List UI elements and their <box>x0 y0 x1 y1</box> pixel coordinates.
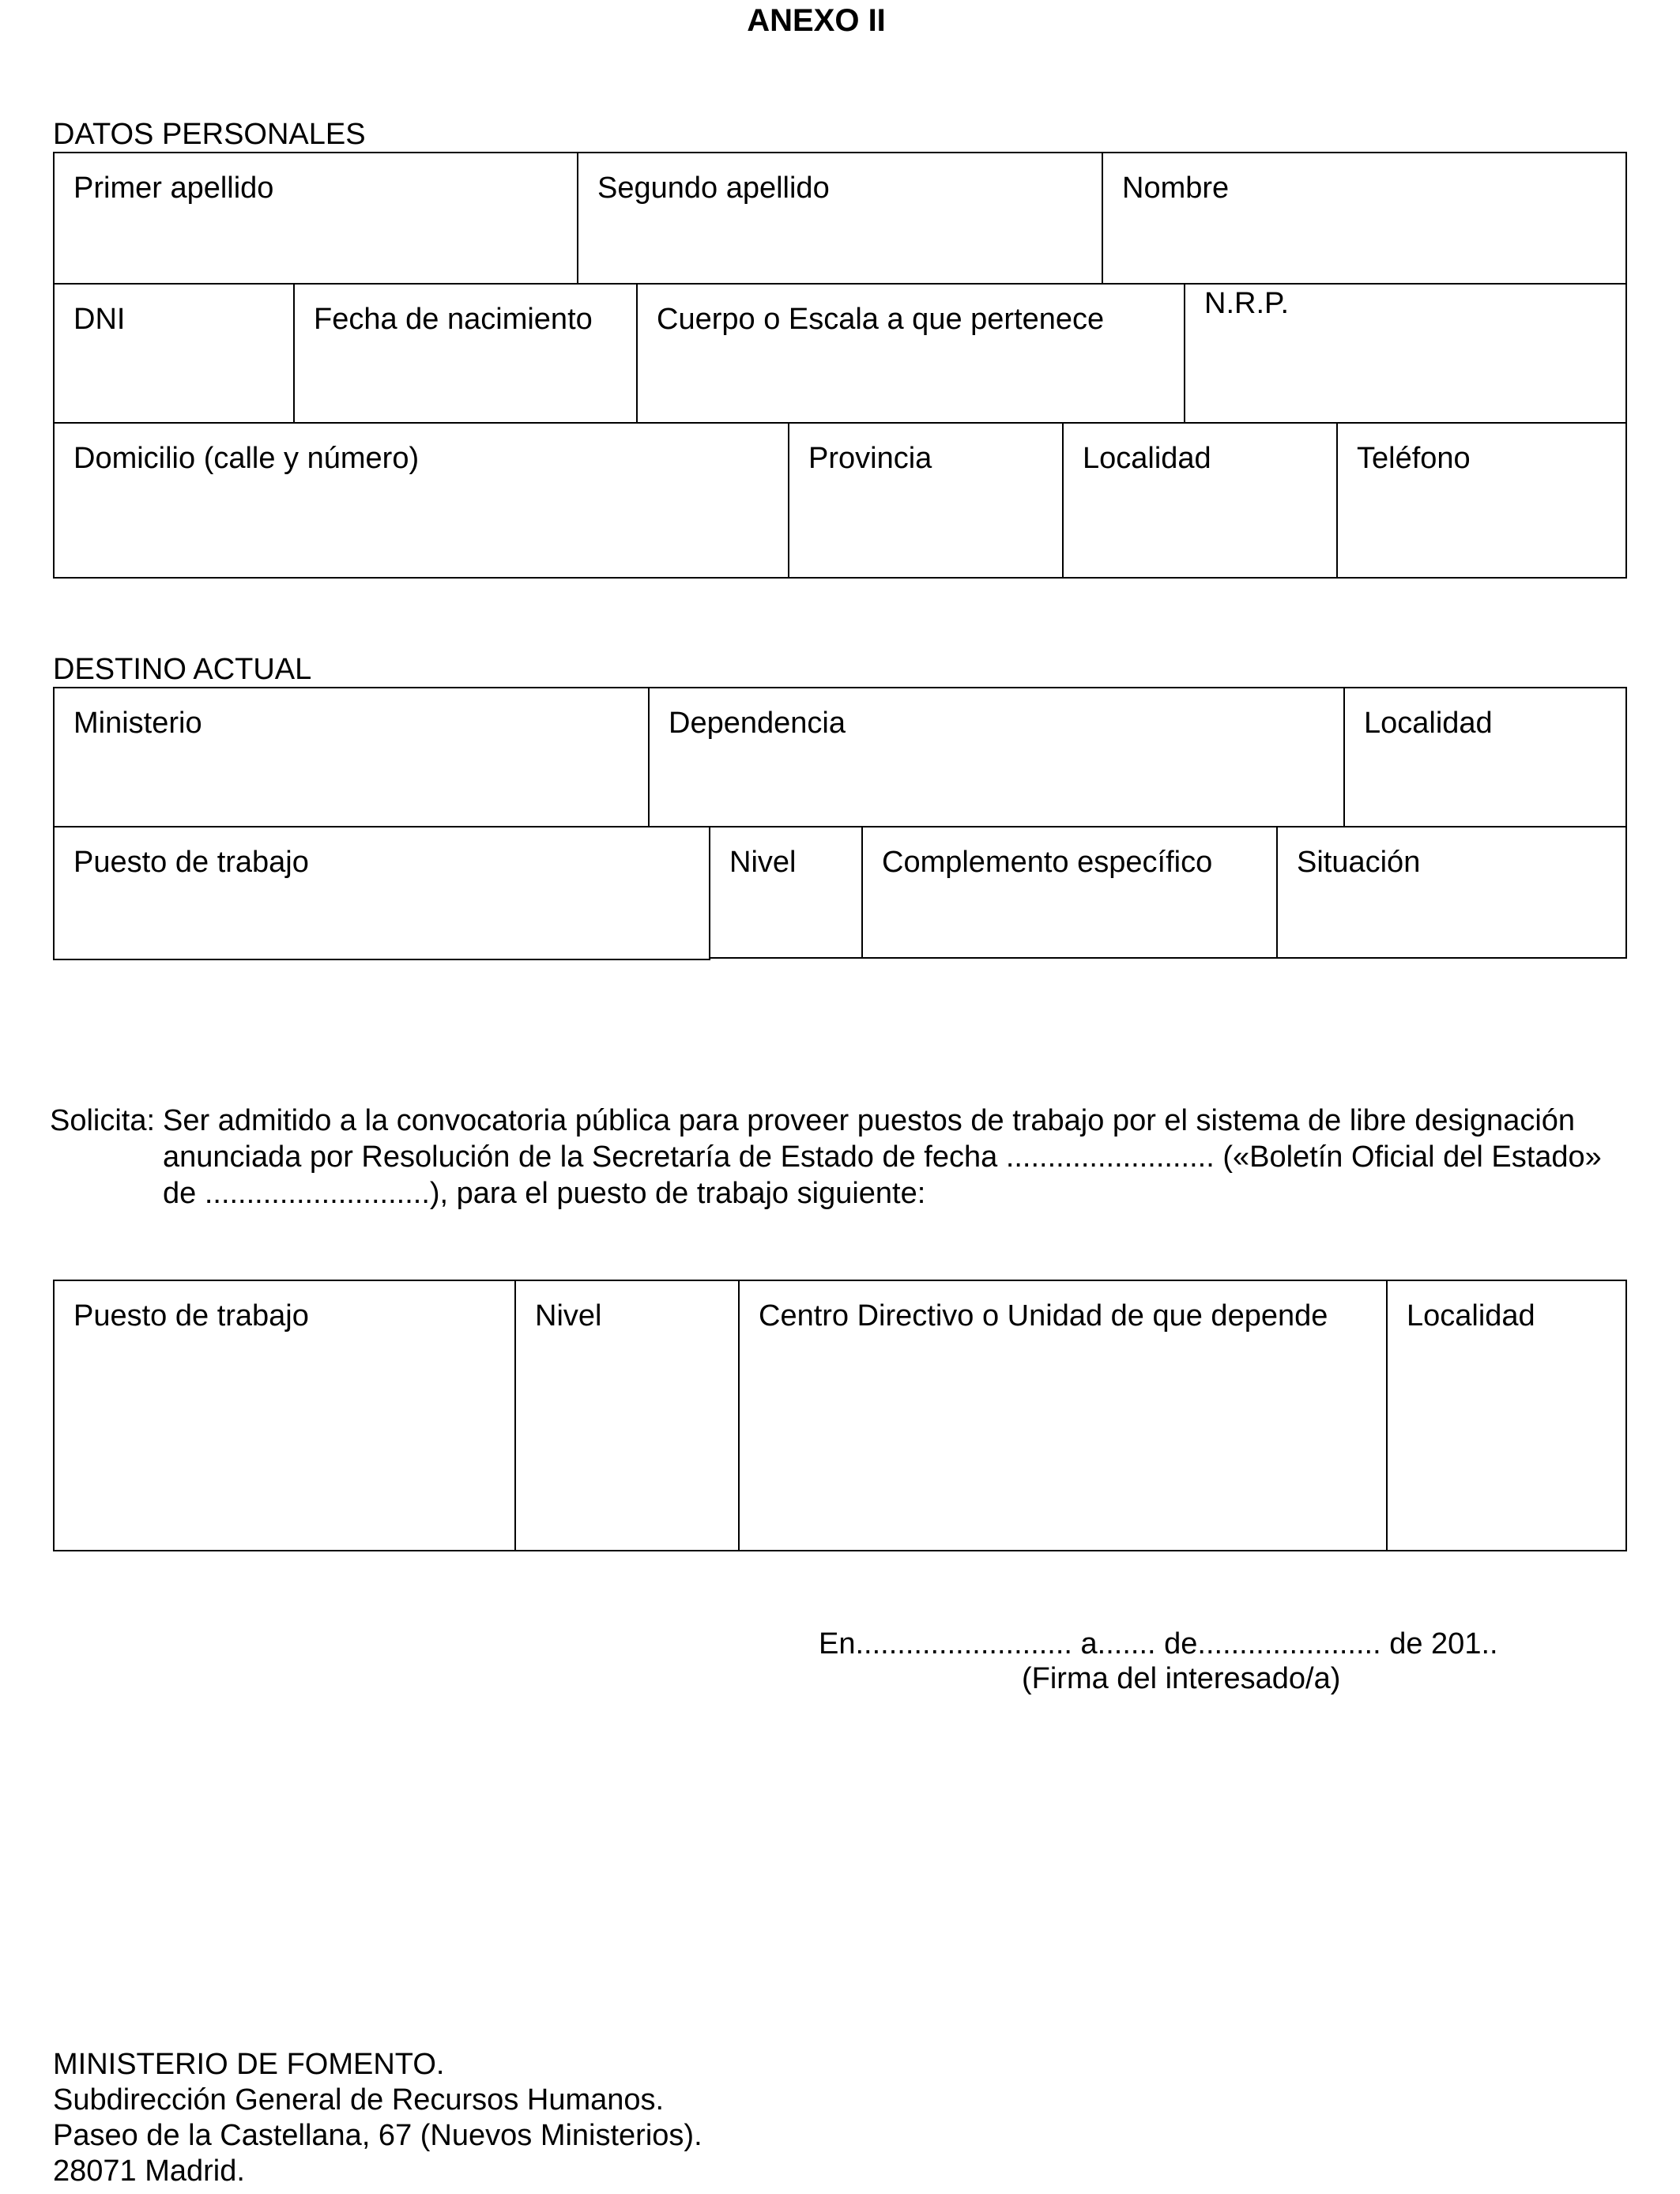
footer-line-4: 28071 Madrid. <box>53 2154 245 2188</box>
cuerpo-escala-label: Cuerpo o Escala a que pertenece <box>657 303 1105 336</box>
localidad-field[interactable] <box>1062 422 1338 579</box>
nivel-actual-field[interactable] <box>709 826 863 959</box>
footer-line-1: MINISTERIO DE FOMENTO. <box>53 2048 445 2081</box>
localidad-label: Localidad <box>1083 442 1211 475</box>
solicita-paragraph <box>163 1103 1610 1212</box>
localidad-solicitada-label: Localidad <box>1407 1299 1535 1333</box>
destino-actual-heading: DESTINO ACTUAL <box>53 653 312 686</box>
ministerio-label: Ministerio <box>73 707 202 740</box>
situacion-field[interactable] <box>1276 826 1627 959</box>
puesto-solicitado-field[interactable] <box>53 1280 516 1551</box>
complemento-field[interactable] <box>861 826 1278 959</box>
segundo-apellido-field[interactable] <box>577 152 1103 285</box>
ministerio-field[interactable] <box>53 687 650 827</box>
page-title: ANEXO II <box>747 3 886 38</box>
nivel-solicitado-field[interactable] <box>514 1280 740 1551</box>
puesto-actual-field[interactable] <box>53 826 710 960</box>
centro-directivo-field[interactable] <box>738 1280 1388 1551</box>
fecha-linea: En.......................... a....... de...................... de 201.. <box>819 1627 1498 1661</box>
nombre-label: Nombre <box>1122 172 1230 205</box>
complemento-label: Complemento específico <box>882 846 1213 879</box>
localidad-solicitada-field[interactable] <box>1386 1280 1627 1551</box>
centro-directivo-label: Centro Directivo o Unidad de que depende <box>759 1299 1328 1333</box>
nrp-label: N.R.P. <box>1204 287 1290 320</box>
footer-address <box>53 2047 703 2189</box>
datos-personales-heading: DATOS PERSONALES <box>53 118 366 151</box>
primer-apellido-field[interactable] <box>53 152 578 285</box>
provincia-label: Provincia <box>808 442 932 475</box>
cuerpo-escala-field[interactable] <box>636 283 1185 424</box>
dependencia-field[interactable] <box>648 687 1345 827</box>
solicita-line-2: anunciada por Resolución de la Secretaría de Estado de fecha ......................... («Boletín Oficial del Estado» <box>163 1140 1602 1174</box>
dni-field[interactable] <box>53 283 295 424</box>
domicilio-field[interactable] <box>53 422 789 579</box>
firma-label: (Firma del interesado/a) <box>1022 1662 1341 1695</box>
solicita-line-1: Ser admitido a la convocatoria pública para proveer puestos de trabajo por el sistema de libre designación <box>163 1104 1576 1137</box>
telefono-label: Teléfono <box>1357 442 1471 475</box>
provincia-field[interactable] <box>788 422 1064 579</box>
puesto-actual-label: Puesto de trabajo <box>73 846 309 879</box>
puesto-solicitado-label: Puesto de trabajo <box>73 1299 309 1333</box>
nrp-field[interactable] <box>1184 283 1627 424</box>
nivel-solicitado-label: Nivel <box>535 1299 602 1333</box>
situacion-label: Situación <box>1297 846 1421 879</box>
dependencia-label: Dependencia <box>669 707 846 740</box>
dni-label: DNI <box>73 303 126 336</box>
solicita-line-3: de ...........................), para el puesto de trabajo siguiente: <box>163 1177 926 1210</box>
nivel-actual-label: Nivel <box>729 846 797 879</box>
footer-line-3: Paseo de la Castellana, 67 (Nuevos Ministerios). <box>53 2119 703 2152</box>
segundo-apellido-label: Segundo apellido <box>597 172 830 205</box>
primer-apellido-label: Primer apellido <box>73 172 274 205</box>
footer-line-2: Subdirección General de Recursos Humanos. <box>53 2083 665 2117</box>
solicita-label: Solicita: <box>50 1104 156 1137</box>
domicilio-label: Domicilio (calle y número) <box>73 442 420 475</box>
fecha-nacimiento-label: Fecha de nacimiento <box>314 303 593 336</box>
destino-localidad-label: Localidad <box>1364 707 1493 740</box>
destino-localidad-field[interactable] <box>1343 687 1627 827</box>
telefono-field[interactable] <box>1336 422 1627 579</box>
nombre-field[interactable] <box>1102 152 1627 285</box>
fecha-nacimiento-field[interactable] <box>293 283 638 424</box>
